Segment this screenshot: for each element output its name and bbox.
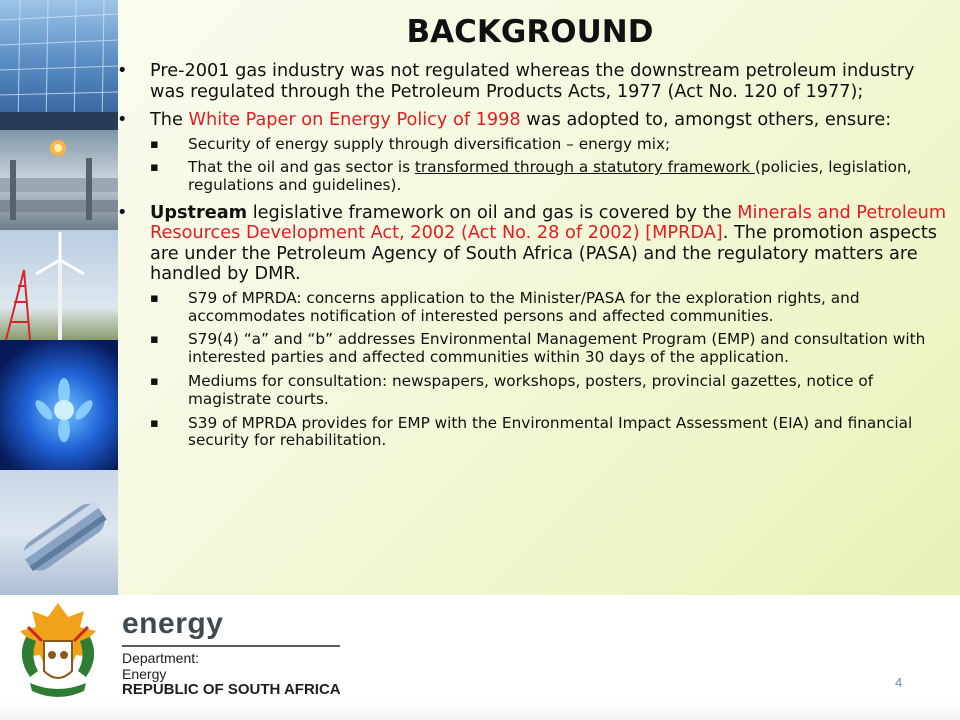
department-label: [122, 650, 341, 698]
photo-sidebar: [0, 0, 118, 595]
sub-bullet-item: [188, 373, 950, 409]
sub-bullet-list: [150, 136, 950, 195]
energy-logo-text: energy: [122, 607, 224, 640]
bullet-item: [150, 61, 950, 102]
solar-panel-photo: [0, 0, 118, 130]
department-line: Department:: [122, 650, 200, 666]
bold-text: Upstream: [150, 202, 248, 223]
bullet-item: [150, 203, 950, 450]
underlined-text: transformed through a statutory framework: [414, 158, 755, 177]
sub-bullet-text: S39 of MPRDA provides for EMP with the Environmental Impact Assessment (EIA) and financial security for rehabilitation.: [188, 413, 913, 450]
highlighted-text: White Paper on Energy Policy of 1998: [188, 110, 521, 130]
sub-bullet-list: [150, 290, 950, 450]
sub-bullet-text: That the oil and gas sector is: [188, 158, 415, 177]
fuel-rod-photo: [0, 470, 118, 595]
bullet-text: The: [150, 110, 189, 130]
gas-flame-photo: [0, 340, 118, 470]
page-number: 4: [895, 675, 903, 690]
footer-bar: [0, 595, 960, 720]
bullet-text: legislative framework on oil and gas is covered by the: [247, 202, 738, 223]
sub-bullet-text: S79(4) “a” and “b” addresses Environmental Management Program (EMP) and consultation with interested parties and affected communities within 30 days of the application.: [188, 330, 926, 367]
sub-bullet-item: [188, 159, 950, 195]
coat-of-arms-icon: [8, 597, 108, 709]
bullet-text: Pre-2001 gas industry was not regulated whereas the downstream petroleum industry was regulated through the Petroleum Products Acts, 1977 (Act No. 120 of 1977);: [150, 61, 915, 102]
sub-bullet-text: Mediums for consultation: newspapers, workshops, posters, provincial gazettes, notice of magistrate courts.: [188, 372, 874, 408]
bullet-text: . The promotion aspects are under the Petroleum Agency of South Africa (PASA) and the regulatory matters are handled by DMR.: [150, 223, 937, 285]
sub-bullet-text: Security of energy supply through diversification – energy mix;: [188, 134, 671, 153]
wind-turbine-photo: [0, 230, 118, 340]
department-line: Energy: [122, 666, 167, 682]
sub-bullet-item: [188, 415, 950, 451]
bullet-text: was adopted to, amongst others, ensure:: [520, 110, 892, 130]
sub-bullet-item: [188, 331, 950, 367]
gas-pipeline-photo: [0, 130, 118, 230]
sub-bullet-item: [188, 136, 950, 154]
slide-title: BACKGROUND: [406, 14, 654, 50]
bullet-item: [150, 110, 950, 195]
logo-divider: [122, 645, 340, 647]
highlighted-text: Minerals and Petroleum Resources Development Act, 2002 (Act No. 28 of 2002) [MPRDA]: [150, 202, 947, 244]
country-label: REPUBLIC OF SOUTH AFRICA: [122, 681, 341, 698]
bullet-list: [150, 61, 950, 458]
sub-bullet-item: [188, 290, 950, 326]
sub-bullet-text: S79 of MPRDA: concerns application to the Minister/PASA for the exploration rights, and accommodates notification of interested persons and affected communities.: [188, 288, 860, 325]
sub-bullet-text: (policies, legislation, regulations and guidelines).: [188, 158, 912, 195]
